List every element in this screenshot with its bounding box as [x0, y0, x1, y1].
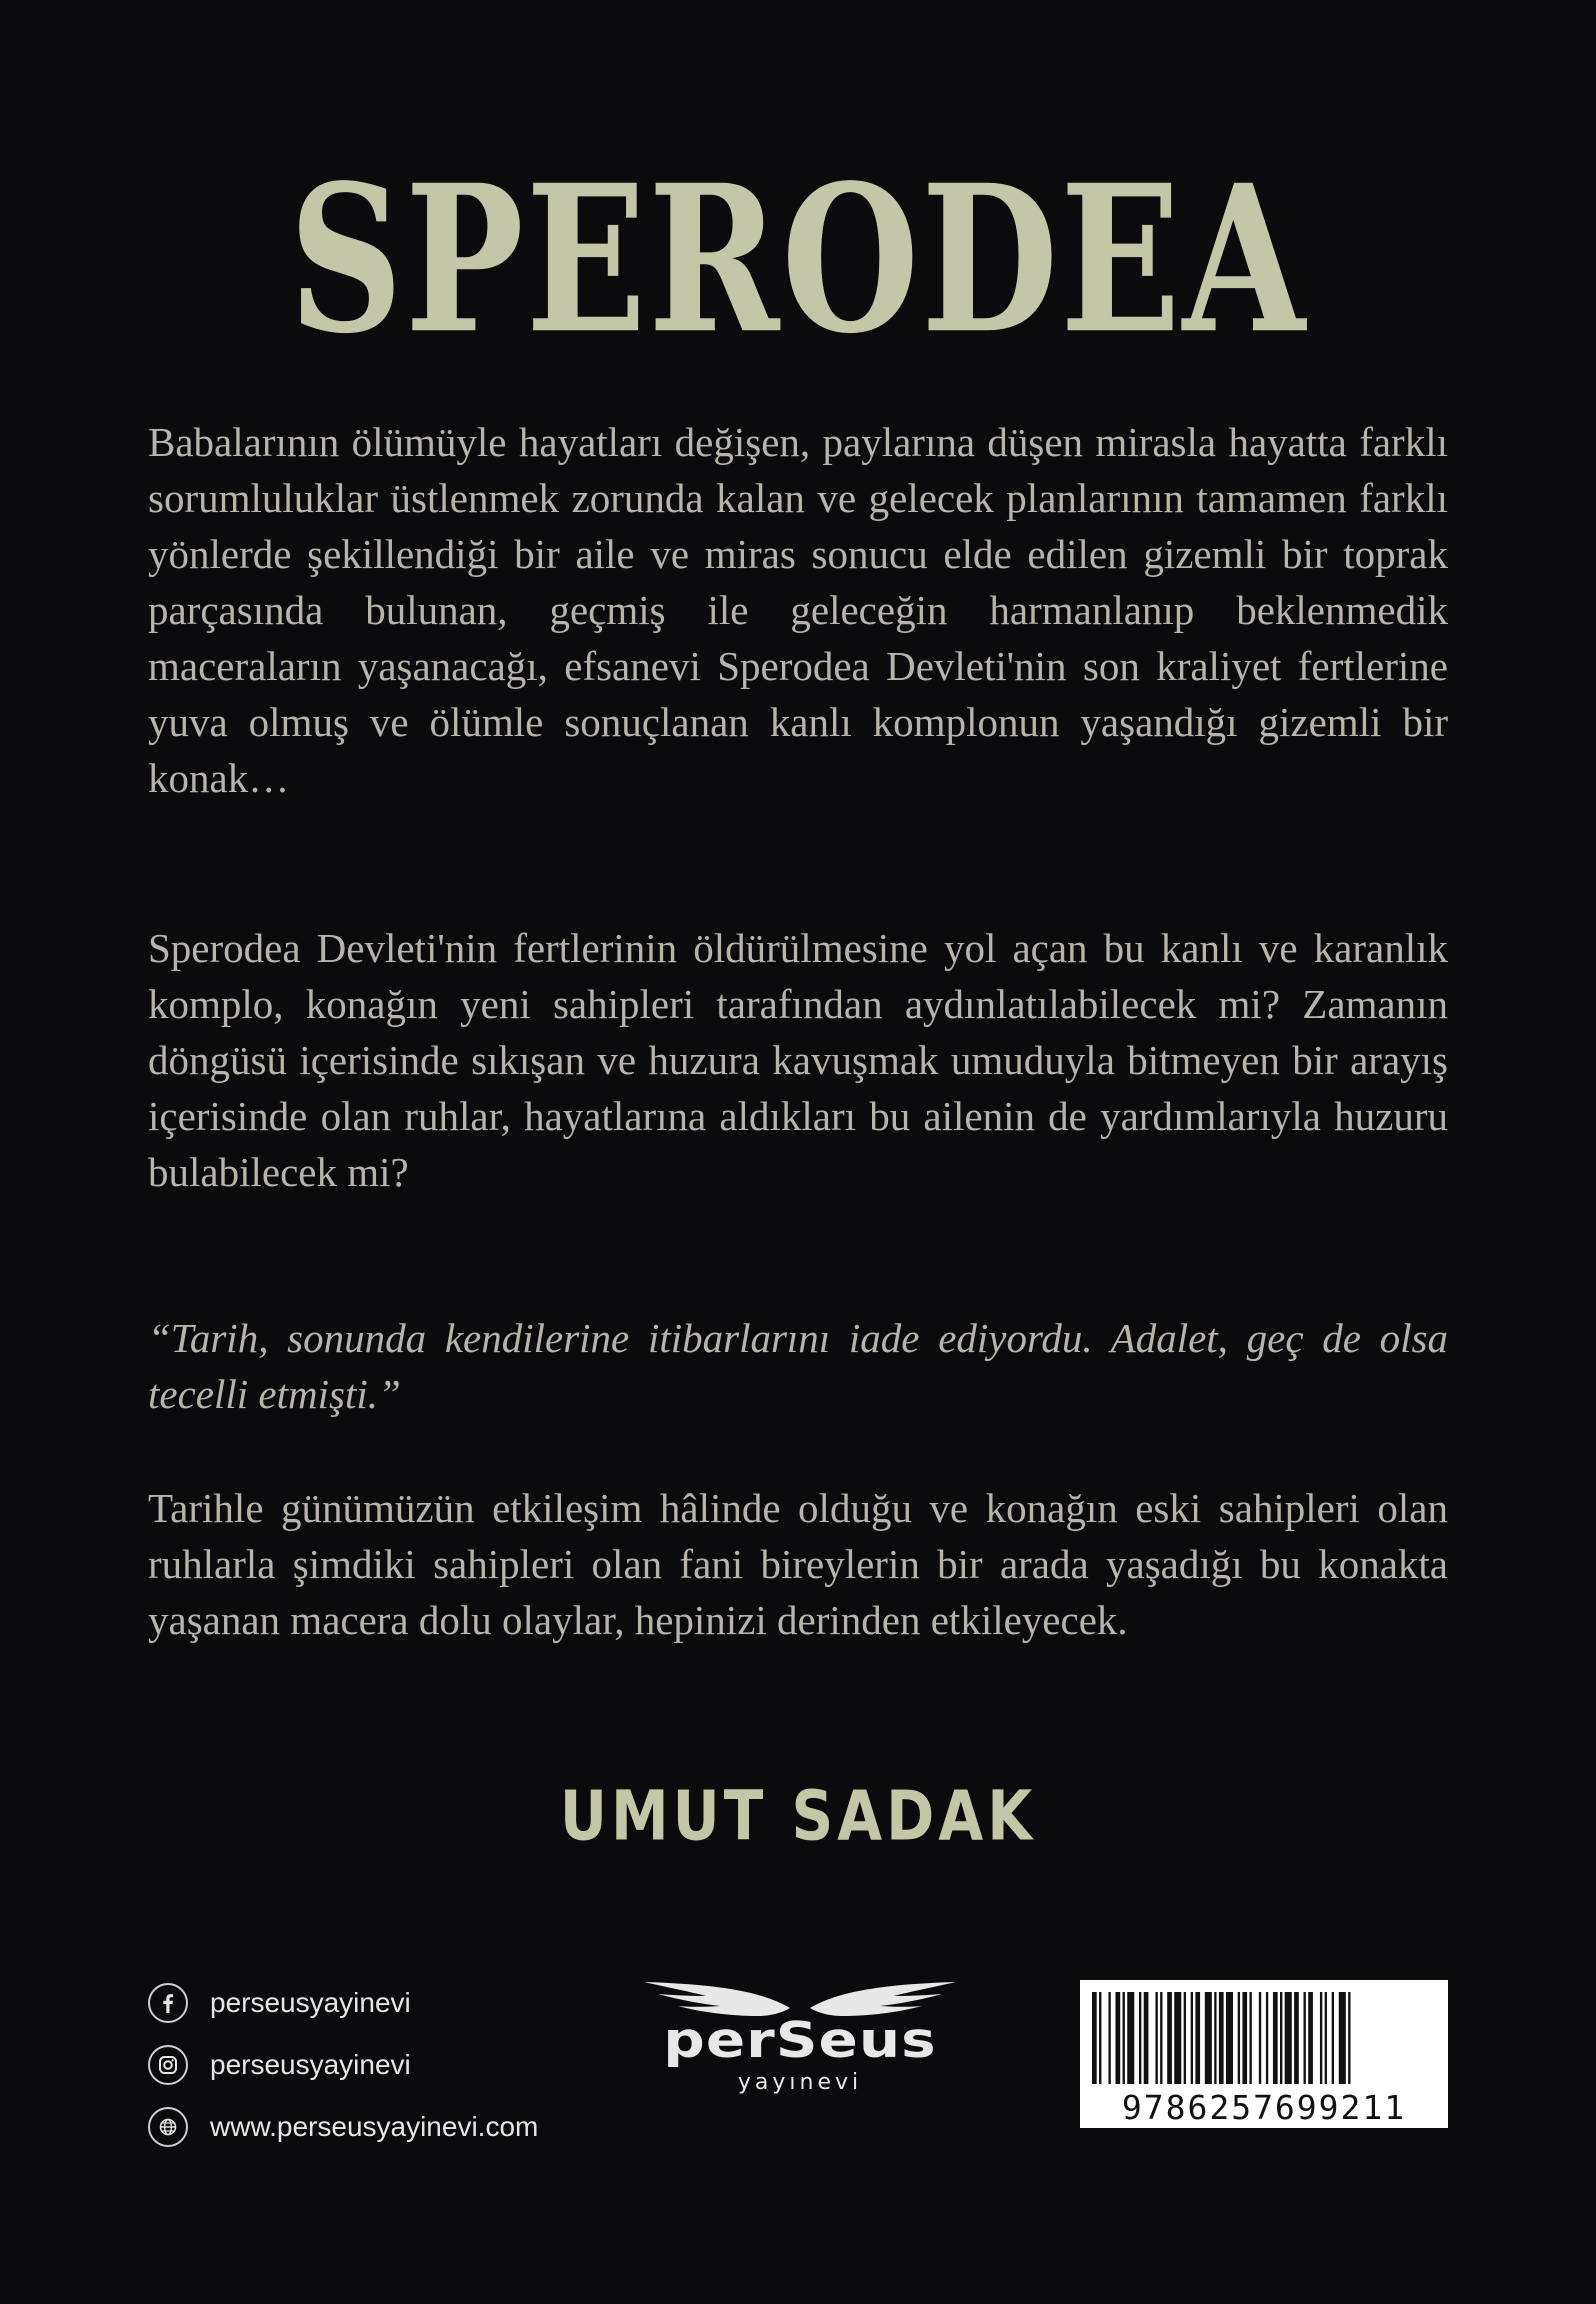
barcode-bar: [1184, 1992, 1186, 2084]
barcode-bar: [1325, 1992, 1327, 2084]
barcode-bar: [1108, 1992, 1110, 2084]
barcode-bar: [1226, 1992, 1233, 2084]
barcode-bar: [1160, 1992, 1162, 2084]
website-link[interactable]: www.perseusyayinevi.com: [210, 2111, 539, 2142]
barcode-bar: [1195, 1992, 1200, 2084]
barcode-bar: [1259, 1992, 1261, 2084]
barcode-bar: [1219, 1992, 1224, 2084]
barcode-bar: [1167, 1992, 1172, 2084]
synopsis-quote: “Tarih, sonunda kendilerine itibarlarını iade ediyordu. Adalet, geç de olsa tecelli etmişti.”: [148, 1315, 1448, 1417]
facebook-link[interactable]: perseusyayinevi: [210, 1987, 411, 2018]
social-row-website[interactable]: [148, 2096, 668, 2158]
barcode-bar: [1155, 1992, 1157, 2084]
barcode-bar: [1285, 1992, 1292, 2084]
barcode-bar: [1304, 1992, 1306, 2084]
barcode-bar: [1127, 1992, 1134, 2084]
publisher-name: perSeus: [663, 2011, 937, 2069]
isbn-digits: 9786257699211: [1121, 2088, 1407, 2127]
barcode-bar: [1273, 1992, 1278, 2084]
social-row-facebook[interactable]: [148, 1972, 668, 2034]
barcode-bar: [1320, 1992, 1322, 2084]
barcode-bar: [1332, 1992, 1334, 2084]
barcode-bar: [1249, 1992, 1251, 2084]
barcode-bar: [1144, 1992, 1149, 2084]
barcode-bar: [1123, 1992, 1125, 2084]
barcode-bar: [1238, 1992, 1240, 2084]
barcode-bar: [1116, 1992, 1121, 2084]
facebook-icon: [148, 1983, 188, 2023]
isbn-barcode: [1080, 1980, 1448, 2128]
synopsis-paragraph-2: Sperodea Devleti'nin fertlerinin öldürülmesine yol açan bu kanlı ve karanlık komplo, konağın yeni sahipleri tarafından aydınlatılabilecek mi? Zamanın döngüsü içerisinde sıkışan ve huzura kavuşmak umuduyla bitmeyen bir arayış içerisinde olan ruhlar, hayatlarına aldıkları bu ailenin de yardımlarıyla huzuru bulabilecek mi?: [148, 925, 1448, 1195]
publisher-subtitle: yayınevi: [737, 2070, 863, 2095]
barcode-bar: [1308, 1992, 1313, 2084]
synopsis-paragraph-1: Babalarının ölümüyle hayatları değişen, paylarına düşen mirasla hayatta farklı sorumluluklar üstlenmek zorunda kalan ve gelecek planlarının tamamen farklı yönlerde şekillendiği bir aile ve miras sonucu elde edilen gizemli bir toprak parçasında bulunan, geçmiş ile geleceğin harmanlanıp beklenmedik maceraların yaşanacağı, efsanevi Sperodea Devleti'nin son kraliyet fertlerine yuva olmuş ve ölümle sonuçlanan kanlı komplonun yaşandığı gizemli bir konak…: [148, 419, 1448, 801]
barcode-bar: [1266, 1992, 1268, 2084]
barcode-bar: [1280, 1992, 1282, 2084]
barcode-bar: [1174, 1992, 1181, 2084]
barcode-bar: [1099, 1992, 1101, 2084]
barcode-bar: [1092, 1992, 1097, 2084]
barcode-bar: [1191, 1992, 1193, 2084]
barcode-bar: [1339, 1992, 1346, 2084]
barcode-bar: [1205, 1992, 1212, 2084]
barcode-bar: [1348, 1992, 1350, 2084]
publisher-logo: [640, 1978, 960, 2098]
instagram-icon: [148, 2045, 188, 2085]
barcode-bar: [1214, 1992, 1216, 2084]
barcode-bar: [1294, 1992, 1299, 2084]
social-links: [148, 1972, 668, 2158]
barcode-bar: [1242, 1992, 1247, 2084]
author-name: UMUT SADAK: [559, 1776, 1037, 1857]
social-row-instagram[interactable]: [148, 2034, 668, 2096]
barcode-bar: [1139, 1992, 1141, 2084]
book-title: SPERODEA: [288, 142, 1308, 379]
globe-icon: [148, 2107, 188, 2147]
synopsis-paragraph-3: Tarihle günümüzün etkileşim hâlinde olduğu ve konağın eski sahipleri olan ruhlarla şimdiki sahipleri olan fani bireylerin bir arada yaşadığı bu konakta yaşanan macera dolu olaylar, hepinizi derinden etkileyecek.: [148, 1485, 1448, 1643]
instagram-link[interactable]: perseusyayinevi: [210, 2049, 411, 2080]
